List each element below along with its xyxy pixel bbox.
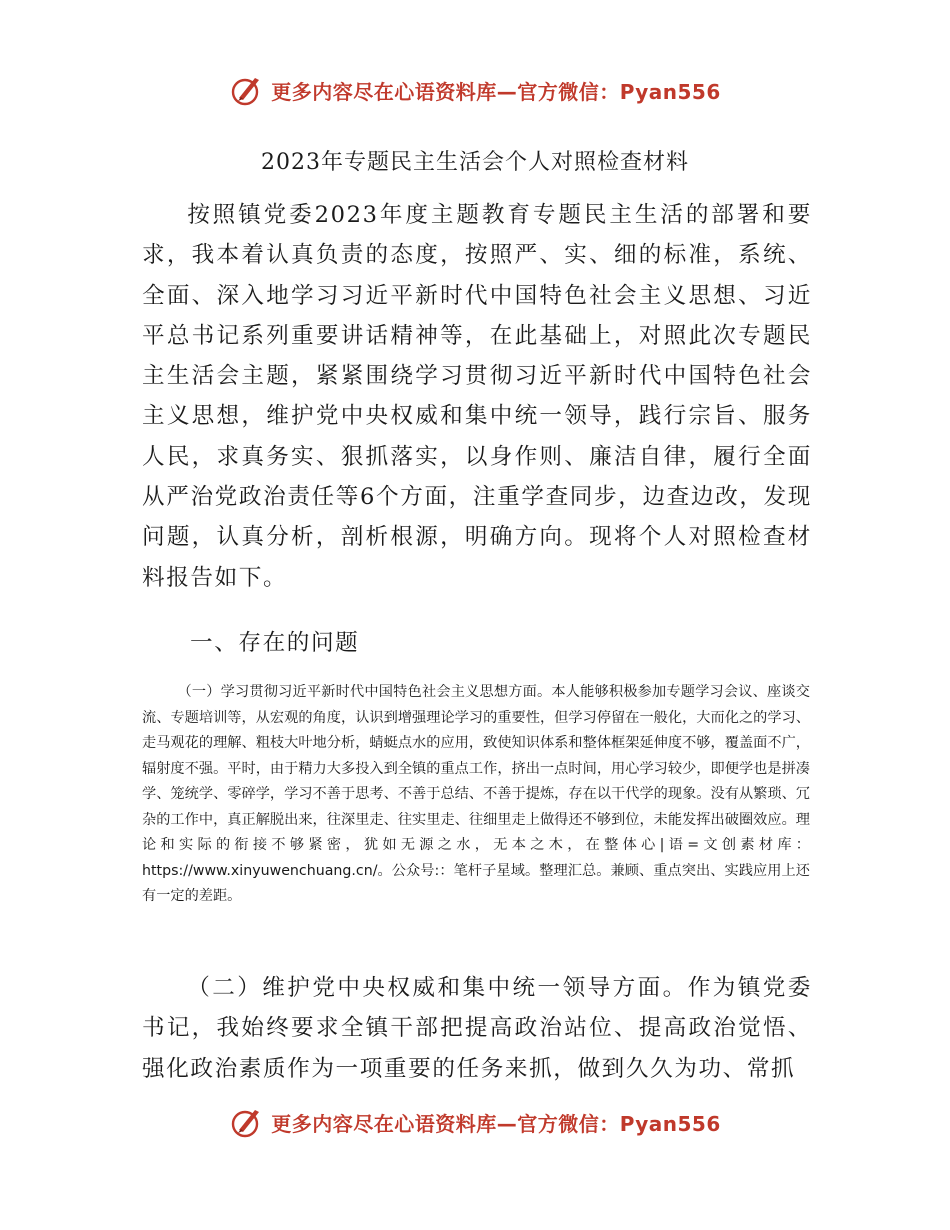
watermark-banner-bottom xyxy=(0,1100,950,1144)
document-title: 2023年专题民主生活会个人对照检查材料 xyxy=(261,150,689,175)
item-2-paragraph: （二）维护党中央权威和集中统一领导方面。作为镇党委书记，我始终要求全镇干部把提高政治站位、提高政治觉悟、强化政治素质作为一项重要的任务来抓，做到久久为功、常抓 xyxy=(142,975,812,1082)
intro-paragraph: 按照镇党委2023年度主题教育专题民主生活的部署和要求，我本着认真负责的态度，按照严、实、细的标准，系统、全面、深入地学习习近平新时代中国特色社会主义思想、习近平总书记系列重要讲话精神等，在此基础上，对照此次专题民主生活会主题，紧紧围绕学习贯彻习近平新时代中国特色社会主义思想，维护党中央权威和集中统一领导，践行宗旨、服务人民，求真务实、狠抓落实，以身作则、廉洁自律，履行全面从严治党政治责任等6个方面，注重学查同步，边查边改，发现问题，认真分析，剖析根源，明确方向。现将个人对照检查材料报告如下。 xyxy=(142,202,812,591)
watermark-banner-text: 更多内容尽在心语资料库—官方微信：Pyan556 xyxy=(271,79,721,104)
section-heading-problems: 一、存在的问题 xyxy=(190,630,360,656)
item-1-paragraph: （一）学习贯彻习近平新时代中国特色社会主义思想方面。本人能够积极参加专题学习会议、座谈交流、专题培训等，从宏观的角度，认识到增强理论学习的重要性，但学习停留在一般化，大而化之的学习、走马观花的理解、粗枝大叶地分析，蜻蜓点水的应用，致使知识体系和整体框架延伸度不够，覆盖面不广，辐射度不强。平时，由于精力大多投入到全镇的重点工作，挤出一点时间，用心学习较少，即便学也是拼凑学、笼统学、零碎学，学习不善于思考、不善于总结、不善于提炼，存在以干代学的现象。没有从繁琐、冗杂的工作中，真正解脱出来，往深里走、往实里走、往细里走上做得还不够到位，未能发挥出破圈效应。理论和实际的衔接不够紧密，犹如无源之水，无本之木，在整体心|语=文创素材库：https://www.xinyuwenchuang.cn/。公众号:：笔杆子星域。整理汇总。兼顾、重点突出、实践应用上还有一定的差距。 xyxy=(142,684,810,904)
watermark-banner-top xyxy=(0,68,950,112)
feather-pen-logo-icon xyxy=(229,72,265,108)
feather-pen-logo-icon xyxy=(229,1104,265,1140)
watermark-banner-text: 更多内容尽在心语资料库—官方微信：Pyan556 xyxy=(271,1111,721,1136)
